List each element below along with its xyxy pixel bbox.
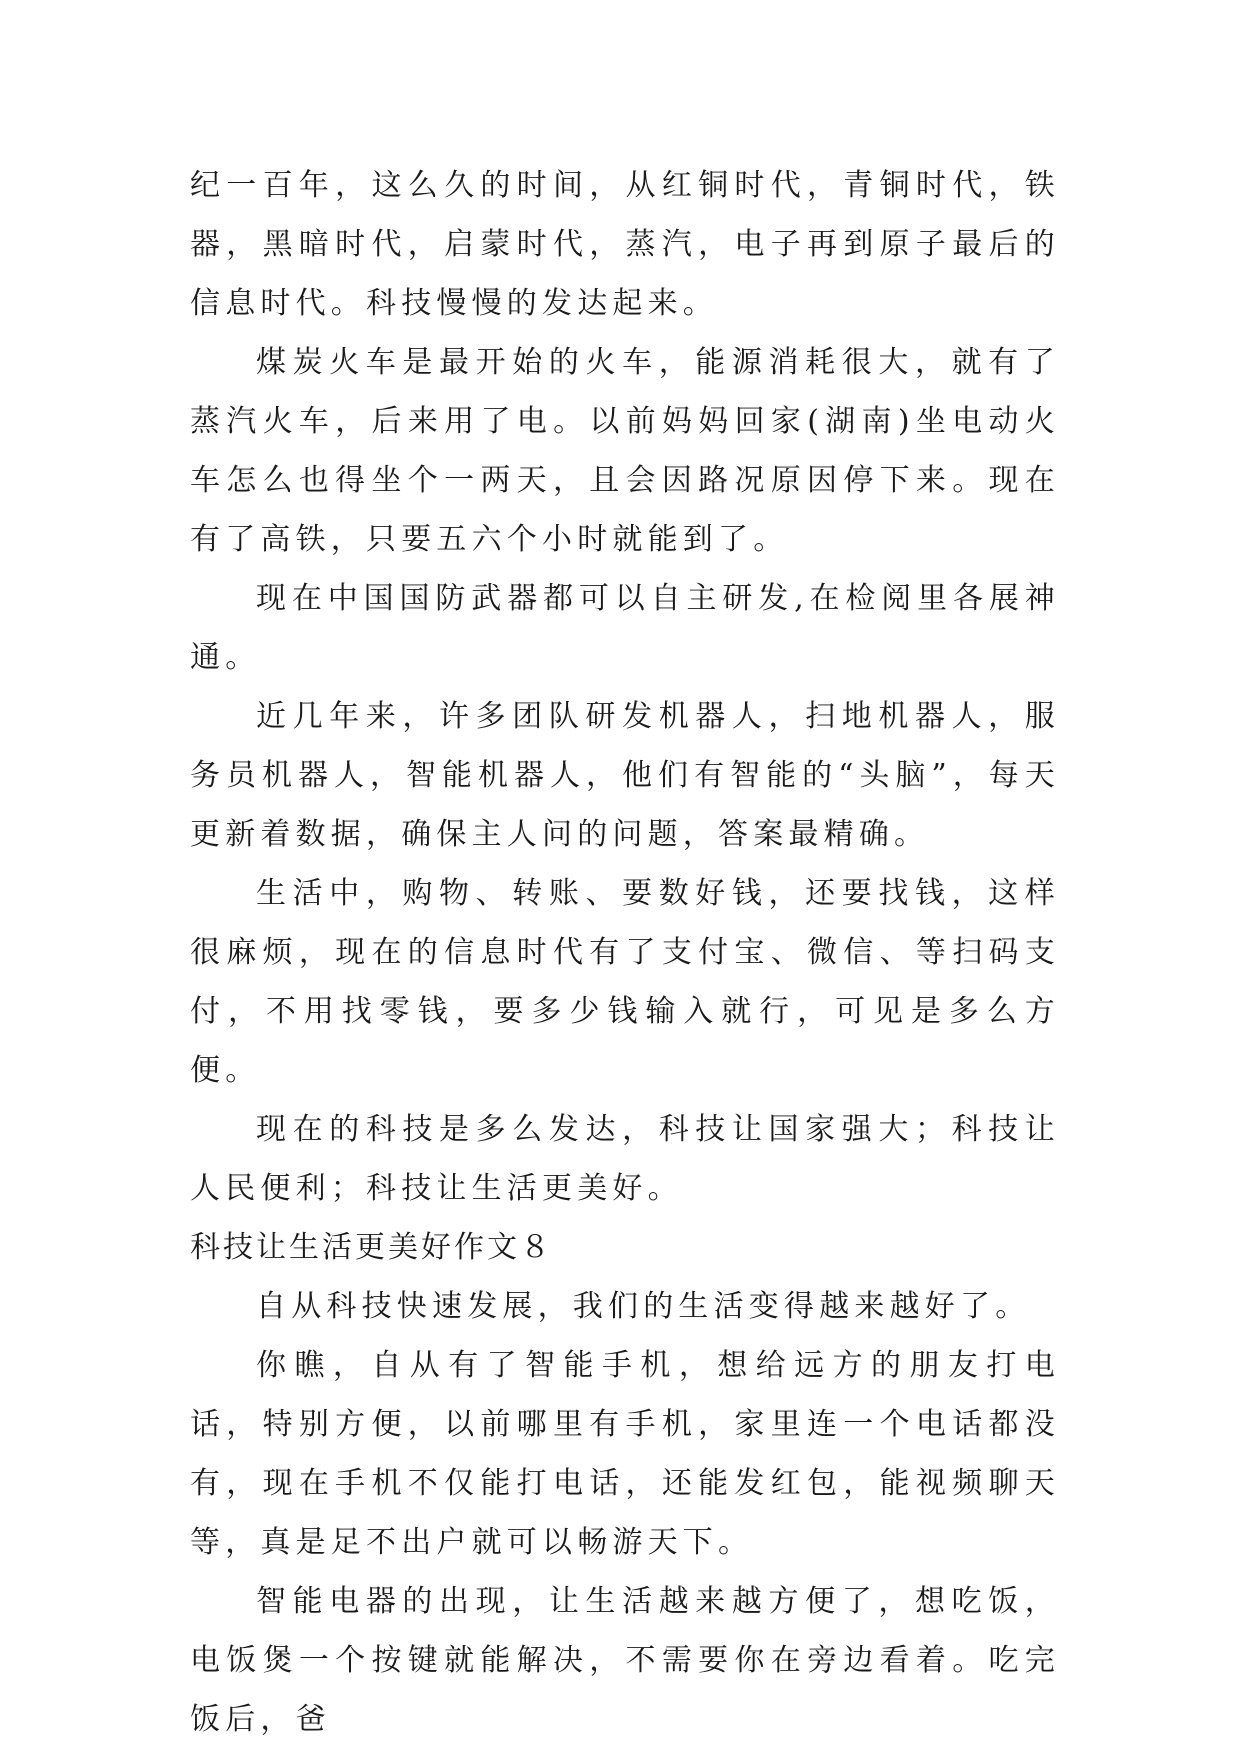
section-heading: 科技让生活更美好作文８ <box>190 1230 553 1265</box>
paragraph-4: 近几年来，许多团队研发机器人，扫地机器人，服务员机器人，智能机器人，他们有智能的“头脑”，每天更新着数据，确保主人问的问题，答案最精确。 <box>190 699 1060 852</box>
paragraph-5: 生活中，购物、转账、要数好钱，还要找钱，这样很麻烦，现在的信息时代有了支付宝、微信、等扫码支付，不用找零钱，要多少钱输入就行，可见是多么方便。 <box>190 876 1060 1088</box>
paragraph-6: 现在的科技是多么发达，科技让国家强大；科技让人民便利；科技让生活更美好。 <box>190 1112 1060 1206</box>
paragraph-1: 纪一百年，这么久的时间，从红铜时代，青铜时代，铁器，黑暗时代，启蒙时代，蒸汽，电子再到原子最后的信息时代。科技慢慢的发达起来。 <box>190 168 1060 321</box>
paragraph-8: 你瞧，自从有了智能手机，想给远方的朋友打电话，特别方便，以前哪里有手机，家里连一个电话都没有，现在手机不仅能打电话，还能发红包，能视频聊天等，真是足不出户就可以畅游天下。 <box>190 1348 1060 1560</box>
paragraph-2: 煤炭火车是最开始的火车，能源消耗很大，就有了蒸汽火车，后来用了电。以前妈妈回家(湖南)坐电动火车怎么也得坐个一两天，且会因路况原因停下来。现在有了高铁，只要五六个小时就能到了。 <box>190 345 1060 557</box>
paragraph-9: 智能电器的出现，让生活越来越方便了，想吃饭，电饭煲一个按键就能解决，不需要你在旁边看着。吃完饭后，爸 <box>190 1584 1060 1737</box>
paragraph-7: 自从科技快速发展，我们的生活变得越来越好了。 <box>256 1289 1031 1324</box>
document-page <box>190 156 1060 1749</box>
paragraph-3: 现在中国国防武器都可以自主研发,在检阅里各展神通。 <box>190 581 1060 675</box>
